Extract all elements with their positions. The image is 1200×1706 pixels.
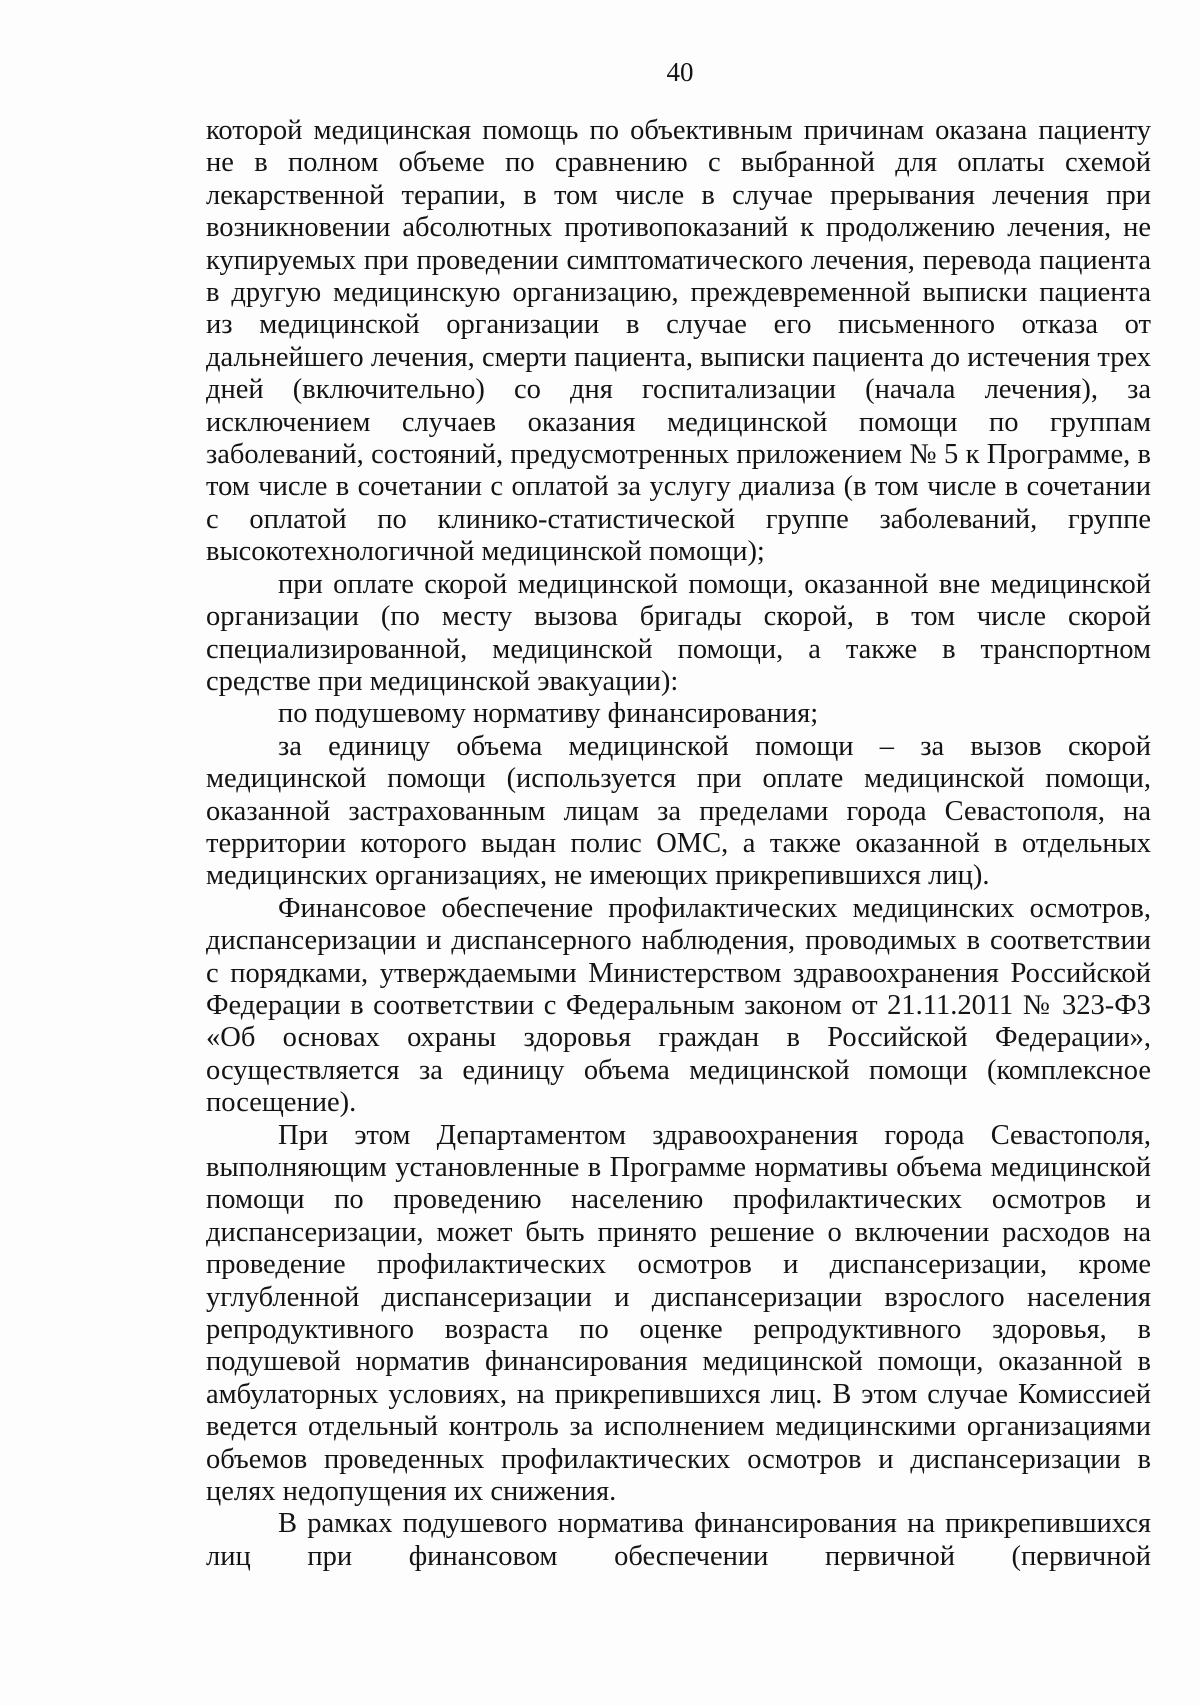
paragraph-per-capita-standard: по подушевому нормативу финансирования; xyxy=(278,698,819,730)
paragraph-per-unit-volume: за единицу объема медицинской помощи – за вызов скорой медицинской помощи (используется при оплате медицинской помощи, оказанной застрахованным лицам за пределами города Севастополя, на территории которого выдан полис ОМС, а также оказанной в отдельных медицинских организациях, не имеющих прикрепившихся лиц). xyxy=(206,730,1151,892)
paragraph-department-decision: При этом Департаментом здравоохранения города Севастополя, выполняющим установленные в Программе нормативы объема медицинской помощи по проведению населению профилактических осмотров и диспансеризации, может быть принято решение о включении расходов на проведение профилактических осмотров и диспансеризации, кроме углубленной диспансеризации и диспансеризации взрослого населения репродуктивного возраста по оценке репродуктивного здоровья, в подушевой норматив финансирования медицинской помощи, оказанной в амбулаторных условиях, на прикрепившихся лиц. В этом случае Комиссией ведется отдельный контроль за исполнением медицинскими организациями объемов проведенных профилактических осмотров и диспансеризации в целях недопущения их снижения. xyxy=(206,1119,1151,1508)
page-number: 40 xyxy=(666,57,694,87)
document-body xyxy=(206,115,1151,1573)
paragraph-per-capita-framework: В рамках подушевого норматива финансирования на прикрепившихся лиц при финансовом обеспечении первичной (первичной xyxy=(206,1508,1151,1572)
paragraph-financial-support: Финансовое обеспечение профилактических медицинских осмотров, диспансеризации и диспансерного наблюдения, проводимых в соответствии с порядками, утверждаемыми Министерством здравоохранения Российской Федерации в соответствии с Федеральным законом от 21.11.2011 № 323-ФЗ «Об основах охраны здоровья граждан в Российской Федерации», осуществляется за единицу объема медицинской помощи (комплексное посещение). xyxy=(206,892,1151,1119)
paragraph-ambulance-payment: при оплате скорой медицинской помощи, оказанной вне медицинской организации (по месту вызова бригады скорой, в том числе скорой специализированной, медицинской помощи, а также в транспортном средстве при медицинской эвакуации): xyxy=(206,568,1151,697)
paragraph-continuation: которой медицинская помощь по объективным причинам оказана пациенту не в полном объеме по сравнению с выбранной для оплаты схемой лекарственной терапии, в том числе в случае прерывания лечения при возникновении абсолютных противопоказаний к продолжению лечения, не купируемых при проведении симптоматического лечения, перевода пациента в другую медицинскую организацию, преждевременной выписки пациента из медицинской организации в случае его письменного отказа от дальнейшего лечения, смерти пациента, выписки пациента до истечения трех дней (включительно) со дня госпитализации (начала лечения), за исключением случаев оказания медицинской помощи по группам заболеваний, состояний, предусмотренных приложением № 5 к Программе, в том числе в сочетании с оплатой за услугу диализа (в том числе в сочетании с оплатой по клинико-статистической группе заболеваний, группе высокотехнологичной медицинской помощи); xyxy=(206,115,1151,568)
